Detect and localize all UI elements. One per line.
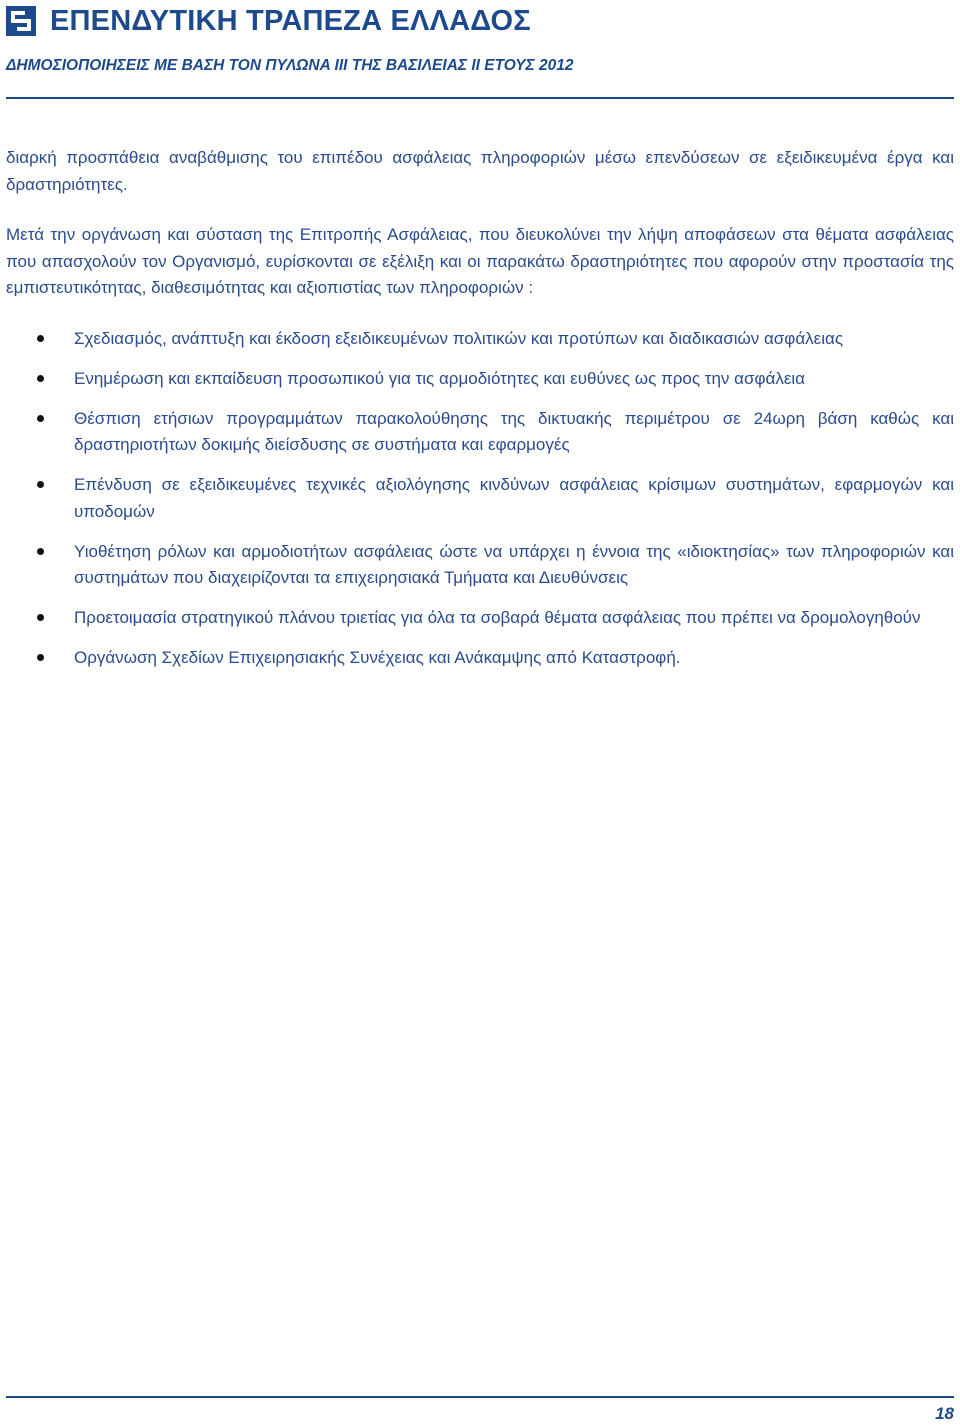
list-item-text: Υιοθέτηση ρόλων και αρμοδιοτήτων ασφάλειας ώστε να υπάρχει η έννοια της «ιδιοκτησίας» των πληροφοριών και συστημάτων που διαχειρίζονται τα επιχειρησιακά Τμήματα και Διευθύνσεις	[74, 541, 954, 587]
brand	[6, 4, 954, 38]
bullet-icon	[37, 481, 44, 488]
bullet-icon	[37, 654, 44, 661]
bank-name: ΕΠΕΝΔΥΤΙΚΗ ΤΡΑΠΕΖΑ ΕΛΛΑΔΟΣ	[50, 4, 531, 37]
paragraph-continuation: διαρκή προσπάθεια αναβάθμισης του επιπέδου ασφάλειας πληροφοριών μέσω επενδύσεων σε εξειδικευμένα έργα και δραστηριότητες.	[6, 148, 954, 194]
bullet-icon	[37, 548, 44, 555]
document-header	[6, 4, 954, 75]
bullet-icon	[37, 614, 44, 621]
list-item	[6, 539, 954, 592]
list-item-text: Προετοιμασία στρατηγικού πλάνου τριετίας για όλα τα σοβαρά θέματα ασφάλειας που πρέπει να δρομολογηθούν	[74, 608, 921, 627]
list-item-text: Ενημέρωση και εκπαίδευση προσωπικού για τις αρμοδιότητες και ευθύνες ως προς την ασφάλεια	[74, 368, 805, 388]
bullet-icon	[37, 335, 44, 342]
list-item-text: Σχεδιασμός, ανάπτυξη και έκδοση εξειδικευμένων πολιτικών και προτύπων και διαδικασιών ασφάλειας	[74, 328, 844, 348]
list-item	[6, 326, 954, 353]
list-item-text: Επένδυση σε εξειδικευμένες τεχνικές αξιολόγησης κινδύνων ασφάλειας κρίσιμων συστημάτων, εφαρμογών και υποδομών	[74, 475, 954, 521]
bullet-icon	[37, 375, 44, 382]
list-item	[6, 472, 954, 525]
list-item	[6, 406, 954, 459]
bullet-icon	[37, 415, 44, 422]
header-divider	[6, 97, 954, 99]
bank-logo-icon	[6, 6, 36, 36]
list-item	[6, 366, 954, 393]
list-item	[6, 605, 954, 632]
list-item-text: Θέσπιση ετήσιων προγραμμάτων παρακολούθησης της δικτυακής περιμέτρου σε 24ωρη βάση καθώς και δραστηριοτήτων δοκιμής διείσδυσης σε συστήματα και εφαρμογές	[74, 408, 954, 454]
list-item-text: Οργάνωση Σχεδίων Επιχειρησιακής Συνέχειας και Ανάκαμψης από Καταστροφή.	[74, 648, 681, 667]
paragraph-security-activities: Μετά την οργάνωση και σύσταση της Επιτροπής Ασφάλειας, που διευκολύνει την λήψη αποφάσεων στα θέματα ασφάλειας που απασχολούν τον Οργανισμό, ευρίσκονται σε εξέλιξη και οι παρακάτω δραστηριότητες που αφορούν στην προστασία της εμπιστευτικότητας, διαθεσιμότητας και αξιοπιστίας των πληροφοριών :	[6, 225, 954, 297]
page-number: 18	[935, 1404, 954, 1423]
list-item	[6, 645, 954, 672]
document-subtitle: ΔΗΜΟΣΙΟΠΟΙΗΣΕΙΣ ΜΕ ΒΑΣΗ ΤΟΝ ΠΥΛΩΝΑ III ΤΗΣ ΒΑΣΙΛΕΙΑΣ II ΕΤΟΥΣ 2012	[6, 57, 574, 74]
footer-divider	[6, 1396, 954, 1398]
activities-list	[6, 326, 954, 672]
page-body	[6, 145, 954, 685]
